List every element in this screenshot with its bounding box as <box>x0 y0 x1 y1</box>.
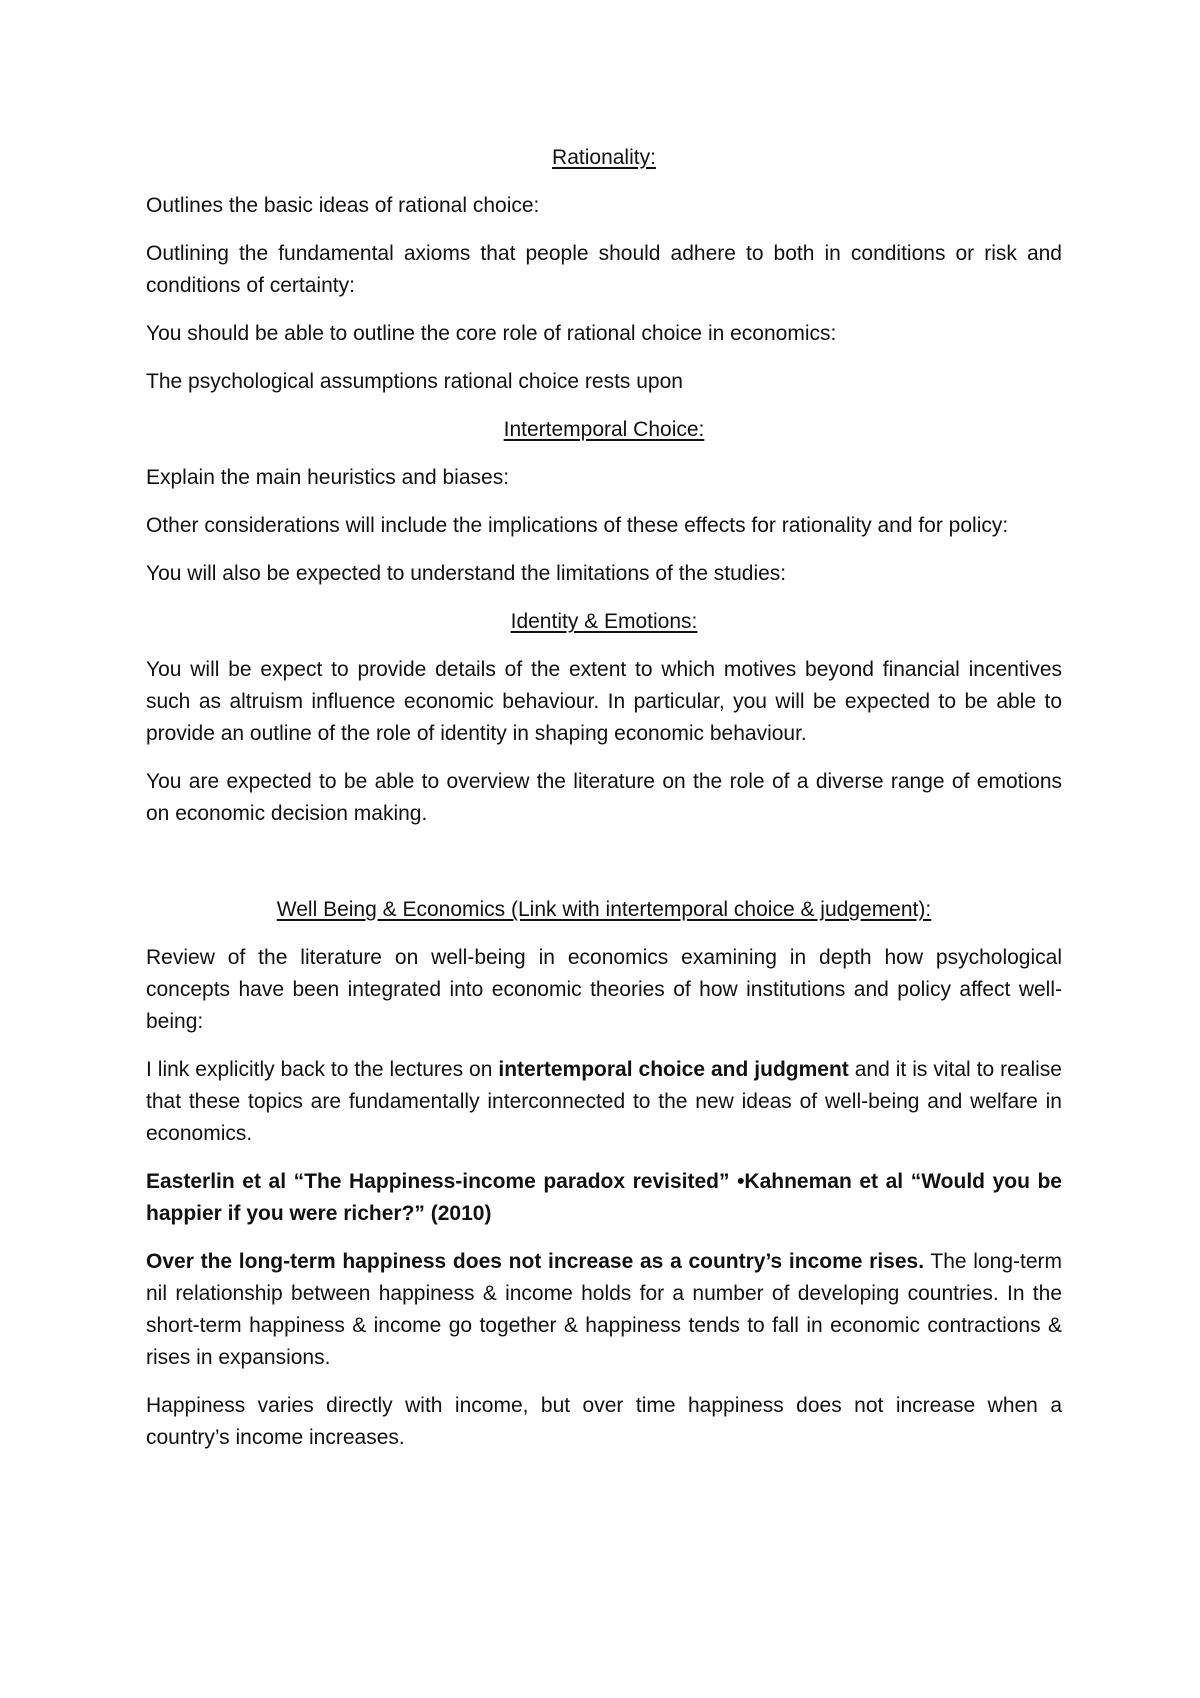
wellbeing-paragraph-1: Review of the literature on well-being in economics examining in depth how psychological concepts have been integrated into economic theories of how institutions and policy affect well-being: <box>146 946 1062 1033</box>
wellbeing-p4-text: The long-term nil relationship between happiness & income holds for a number of developing countries. In the short-term happiness & income go together & happiness tends to fall in economic contractions & rises in expansions. <box>146 1250 1063 1369</box>
rationality-paragraph-2: Outlining the fundamental axioms that people should adhere to both in conditions or risk and conditions of certainty: <box>146 242 1062 297</box>
wellbeing-paragraph-2 <box>146 1054 1062 1150</box>
rationality-paragraph-4: The psychological assumptions rational choice rests upon <box>146 370 683 393</box>
rationality-paragraph-3: You should be able to outline the core role of rational choice in economics: <box>146 322 837 345</box>
rationality-paragraph-1: Outlines the basic ideas of rational choice: <box>146 194 540 217</box>
references-paragraph: Easterlin et al “The Happiness-income paradox revisited” •Kahneman et al “Would you be happier if you were richer?” (2010) <box>146 1170 1062 1225</box>
heading-rationality: Rationality: <box>552 146 656 169</box>
wellbeing-paragraph-5: Happiness varies directly with income, but over time happiness does not increase when a country’s income increases. <box>146 1394 1062 1449</box>
section-spacer <box>146 846 1062 894</box>
intertemporal-paragraph-3: You will also be expected to understand the limitations of the studies: <box>146 562 787 585</box>
wellbeing-p4-bold-text: Over the long-term happiness does not increase as a country’s income rises. <box>146 1250 925 1273</box>
intertemporal-paragraph-1: Explain the main heuristics and biases: <box>146 466 510 489</box>
heading-intertemporal-choice: Intertemporal Choice: <box>503 418 705 441</box>
wellbeing-p2-text-before: I link explicitly back to the lectures on <box>146 1058 499 1081</box>
heading-identity-emotions: Identity & Emotions: <box>510 610 698 633</box>
intertemporal-paragraph-2: Other considerations will include the implications of these effects for rationality and for policy: <box>146 514 1009 537</box>
wellbeing-paragraph-4 <box>146 1246 1062 1374</box>
wellbeing-p2-text-after: and it is vital to realise that these topics are fundamentally interconnected to the new ideas of well-being and welfare in economics. <box>146 1058 1062 1145</box>
heading-well-being-economics: Well Being & Economics (Link with intertemporal choice & judgement): <box>276 898 932 921</box>
identity-paragraph-2: You are expected to be able to overview the literature on the role of a diverse range of emotions on economic decision making. <box>146 770 1062 825</box>
identity-paragraph-1: You will be expect to provide details of the extent to which motives beyond financial incentives such as altruism influence economic behaviour. In particular, you will be expected to be able to provide an outline of the role of identity in shaping economic behaviour. <box>146 658 1062 745</box>
document-page <box>146 142 1062 1470</box>
wellbeing-p2-bold-text: intertemporal choice and judgment <box>498 1058 849 1081</box>
